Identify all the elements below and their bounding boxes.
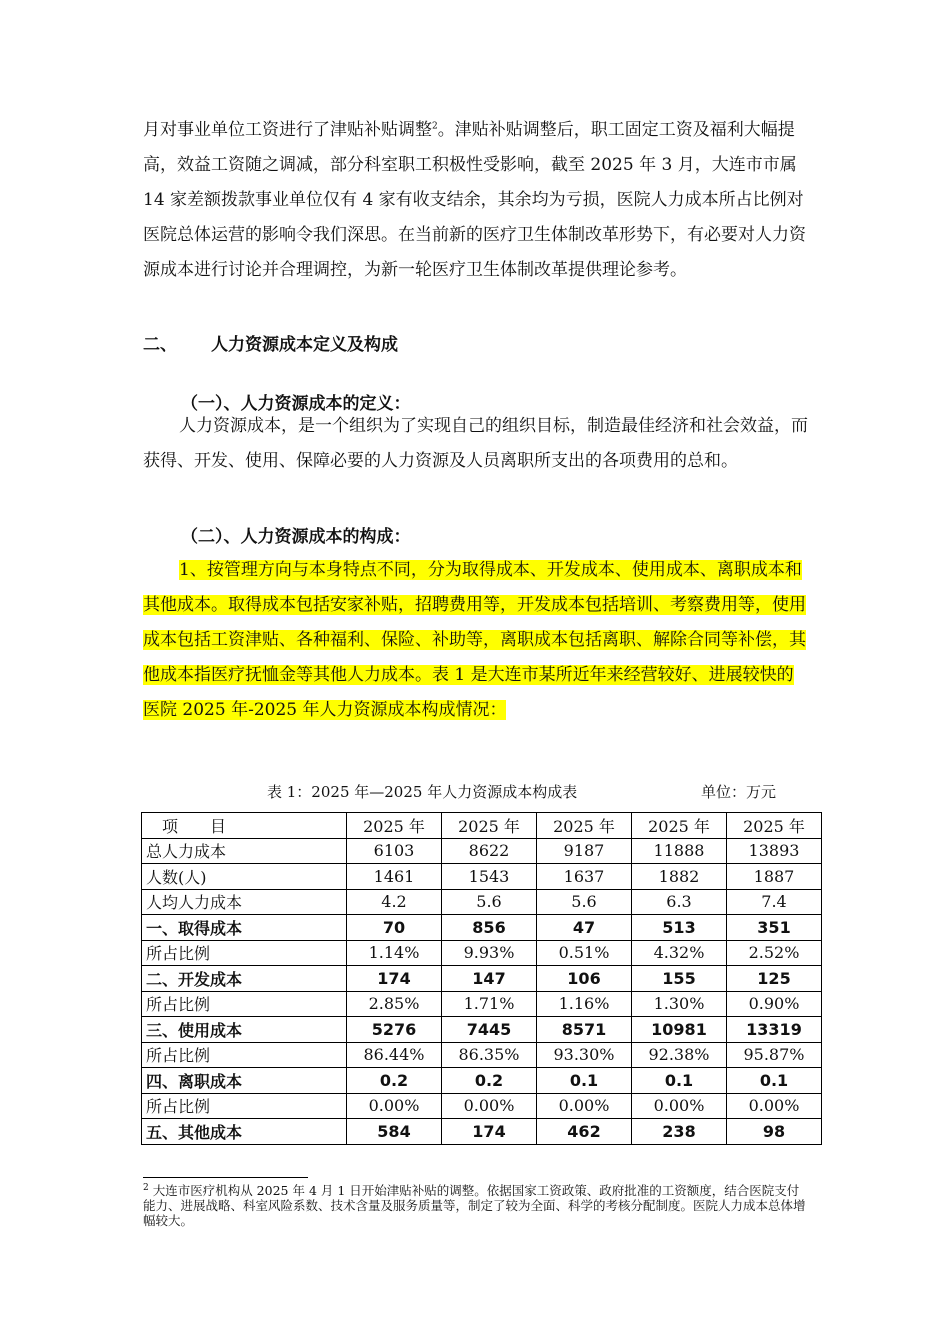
footnote-reference[interactable]: 2 — [432, 121, 438, 132]
value-cell: 1887 — [727, 864, 822, 890]
value-cell: 2.52% — [727, 940, 822, 966]
value-cell: 1.30% — [632, 991, 727, 1017]
table-unit: 单位：万元 — [701, 783, 777, 801]
value-cell: 4.2 — [347, 889, 442, 915]
row-label-cell: 五、其他成本 — [142, 1119, 347, 1145]
value-cell: 93.30% — [537, 1042, 632, 1068]
table-row — [142, 1119, 822, 1145]
value-cell: 6103 — [347, 838, 442, 864]
table-row — [142, 966, 822, 992]
value-cell: 6.3 — [632, 889, 727, 915]
row-label-cell: 人数(人) — [142, 864, 347, 890]
value-cell: 4.32% — [632, 940, 727, 966]
subsection-heading-composition: （二）、人力资源成本的构成： — [181, 527, 411, 547]
table-title: 表 1：2025 年—2025 年人力资源成本构成表 — [267, 783, 578, 801]
cost-composition-table — [141, 812, 822, 1145]
table-row — [142, 915, 822, 941]
value-cell: 1637 — [537, 864, 632, 890]
table-row — [142, 940, 822, 966]
value-cell: 47 — [537, 915, 632, 941]
table-row — [142, 1068, 822, 1094]
value-cell: 584 — [347, 1119, 442, 1145]
value-cell: 0.00% — [727, 1093, 822, 1119]
value-cell: 5276 — [347, 1017, 442, 1043]
table-row — [142, 838, 822, 864]
value-cell: 106 — [537, 966, 632, 992]
footnote-mark: 2 — [143, 1182, 149, 1193]
row-label-cell: 所占比例 — [142, 991, 347, 1017]
table-header-row — [142, 813, 822, 839]
row-label-cell: 项 目 — [142, 813, 347, 839]
value-cell: 462 — [537, 1119, 632, 1145]
value-cell: 2025 年 — [632, 813, 727, 839]
value-cell: 155 — [632, 966, 727, 992]
row-label-cell: 所占比例 — [142, 1042, 347, 1068]
value-cell: 98 — [727, 1119, 822, 1145]
composition-paragraph — [143, 553, 809, 728]
value-cell: 8622 — [442, 838, 537, 864]
row-label-cell: 四、离职成本 — [142, 1068, 347, 1094]
value-cell: 2025 年 — [727, 813, 822, 839]
table-row — [142, 864, 822, 890]
value-cell: 2025 年 — [537, 813, 632, 839]
value-cell: 0.90% — [727, 991, 822, 1017]
value-cell: 0.00% — [537, 1093, 632, 1119]
value-cell: 86.35% — [442, 1042, 537, 1068]
row-label-cell: 所占比例 — [142, 940, 347, 966]
value-cell: 351 — [727, 915, 822, 941]
row-label-cell: 三、使用成本 — [142, 1017, 347, 1043]
value-cell: 0.00% — [347, 1093, 442, 1119]
value-cell: 8571 — [537, 1017, 632, 1043]
footnote-divider — [143, 1177, 308, 1178]
value-cell: 0.2 — [347, 1068, 442, 1094]
intro-text-part1: 月对事业单位工资进行了津贴补贴调整 — [143, 120, 432, 140]
table-row — [142, 1017, 822, 1043]
value-cell: 10981 — [632, 1017, 727, 1043]
table-row — [142, 1093, 822, 1119]
value-cell: 5.6 — [442, 889, 537, 915]
value-cell: 13893 — [727, 838, 822, 864]
row-label-cell: 二、开发成本 — [142, 966, 347, 992]
value-cell: 147 — [442, 966, 537, 992]
value-cell: 5.6 — [537, 889, 632, 915]
value-cell: 1.71% — [442, 991, 537, 1017]
value-cell: 1.14% — [347, 940, 442, 966]
row-label-cell: 一、取得成本 — [142, 915, 347, 941]
value-cell: 238 — [632, 1119, 727, 1145]
value-cell: 0.00% — [442, 1093, 537, 1119]
table-row — [142, 1042, 822, 1068]
footnote-text: 大连市医疗机构从 2025 年 4 月 1 日开始津贴补贴的调整。依据国家工资政策、政府批准的工资额度，结合医院支付能力、进展战略、科室风险系数、技术含量及服务质量等，制定了较为全面、科学的考核分配制度。医院人力成本总体增幅较大。 — [143, 1183, 806, 1228]
value-cell: 7.4 — [727, 889, 822, 915]
table-row — [142, 889, 822, 915]
value-cell: 86.44% — [347, 1042, 442, 1068]
value-cell: 2025 年 — [442, 813, 537, 839]
value-cell: 1543 — [442, 864, 537, 890]
row-label-cell: 总人力成本 — [142, 838, 347, 864]
value-cell: 7445 — [442, 1017, 537, 1043]
footnote — [143, 1183, 809, 1228]
value-cell: 0.1 — [727, 1068, 822, 1094]
value-cell: 0.1 — [632, 1068, 727, 1094]
section-title: 人力资源成本定义及构成 — [211, 335, 398, 355]
intro-paragraph — [143, 113, 809, 288]
row-label-cell: 人均人力成本 — [142, 889, 347, 915]
value-cell: 95.87% — [727, 1042, 822, 1068]
intro-text-part2: 。津贴补贴调整后，职工固定工资及福利大幅提高，效益工资随之调减，部分科室职工积极性受影响，截至 2025 年 3 月，大连市市属 14 家差额拨款事业单位仅有 4 家有收支结余，其余均为亏损，医院人力成本所占比例对医院总体运营的影响令我们深思。在当前新的医疗卫生体制改革形势下，有必要对人力资源成本进行讨论并合理调控，为新一轮医疗卫生体制改革提供理论参考。 — [143, 120, 806, 280]
value-cell: 513 — [632, 915, 727, 941]
definition-paragraph: 人力资源成本，是一个组织为了实现自己的组织目标，制造最佳经济和社会效益，而获得、开发、使用、保障必要的人力资源及人员离职所支出的各项费用的总和。 — [143, 416, 808, 471]
value-cell: 174 — [347, 966, 442, 992]
value-cell: 11888 — [632, 838, 727, 864]
value-cell: 9187 — [537, 838, 632, 864]
value-cell: 2.85% — [347, 991, 442, 1017]
value-cell: 1461 — [347, 864, 442, 890]
value-cell: 9.93% — [442, 940, 537, 966]
table-row — [142, 991, 822, 1017]
row-label-cell: 所占比例 — [142, 1093, 347, 1119]
value-cell: 13319 — [727, 1017, 822, 1043]
value-cell: 70 — [347, 915, 442, 941]
value-cell: 92.38% — [632, 1042, 727, 1068]
section-number: 二、 — [143, 335, 177, 355]
value-cell: 0.00% — [632, 1093, 727, 1119]
highlighted-text: 1、按管理方向与本身特点不同，分为取得成本、开发成本、使用成本、离职成本和其他成本。取得成本包括安家补贴，招聘费用等，开发成本包括培训、考察费用等，使用成本包括工资津贴、各种福利、保险、补助等，离职成本包括离职、解除合同等补偿，其他成本指医疗抚恤金等其他人力成本。表 1 是大连市某所近年来经营较好、进展较快的医院 2025 年-2025 年人力资源成本构成情况： — [143, 560, 806, 720]
subsection-heading-definition: （一）、人力资源成本的定义： — [181, 394, 411, 414]
section-heading — [143, 330, 398, 355]
value-cell: 1882 — [632, 864, 727, 890]
value-cell: 0.1 — [537, 1068, 632, 1094]
value-cell: 0.51% — [537, 940, 632, 966]
value-cell: 856 — [442, 915, 537, 941]
value-cell: 1.16% — [537, 991, 632, 1017]
value-cell: 2025 年 — [347, 813, 442, 839]
value-cell: 0.2 — [442, 1068, 537, 1094]
value-cell: 174 — [442, 1119, 537, 1145]
value-cell: 125 — [727, 966, 822, 992]
